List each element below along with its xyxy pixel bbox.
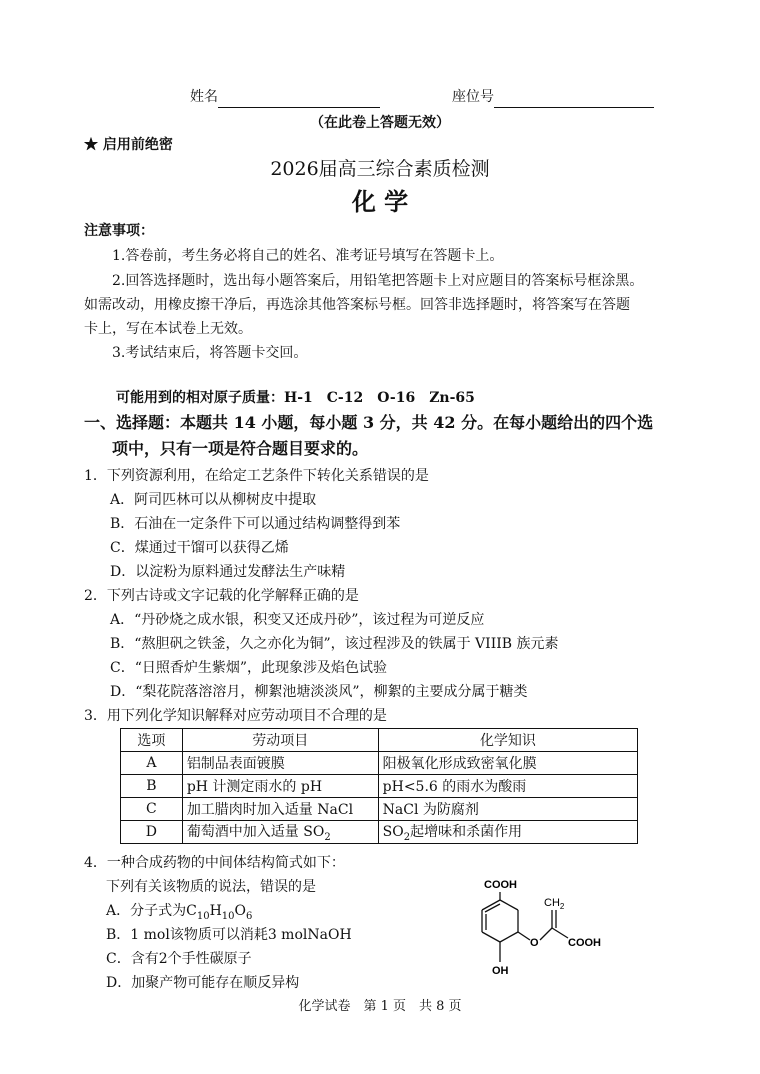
name-field <box>190 86 380 108</box>
subscript: 2 <box>403 831 411 843</box>
instruction-3: 3.考试结束后，将答题卡交回。 <box>112 345 308 361</box>
cell-text: SO <box>382 824 404 841</box>
q4-sub-stem: 下列有关该物质的说法，错误的是 <box>106 879 316 895</box>
header-knowledge: 化学知识 <box>378 729 637 752</box>
seat-blank <box>494 91 654 108</box>
ch-text: CH <box>544 897 560 909</box>
q1-option-b: B．石油在一定条件下可以通过结构调整得到苯 <box>110 516 401 532</box>
table-cell: NaCl 为防腐剂 <box>378 798 637 821</box>
header-option: 选项 <box>121 729 183 752</box>
molecular-structure <box>440 872 620 992</box>
o-label: O <box>530 937 539 949</box>
table-cell: D <box>121 821 183 844</box>
table-cell: pH<5.6 的雨水为酸雨 <box>378 775 637 798</box>
table-cell: A <box>121 752 183 775</box>
section-1-heading: 一、选择题：本题共 14 小题，每小题 3 分，共 42 分。在每小题给出的四个选 <box>84 413 654 432</box>
ch2-label <box>544 897 565 911</box>
name-label: 姓名 <box>190 89 218 105</box>
q1-option-a: A．阿司匹林可以从柳树皮中提取 <box>110 492 317 508</box>
instructions-title: 注意事项： <box>84 223 154 239</box>
exam-title: 2026届高三综合素质检测 <box>270 158 490 180</box>
table-cell: 铝制品表面镀膜 <box>182 752 378 775</box>
table-row <box>121 775 638 798</box>
text: A．分子式为C <box>106 903 197 919</box>
q1-option-d: D．以淀粉为原料通过发酵法生产味精 <box>110 564 346 580</box>
q4-option-b: B．1 mol该物质可以消耗3 molNaOH <box>106 927 352 943</box>
q3-stem: 3．用下列化学知识解释对应劳动项目不合理的是 <box>84 708 387 724</box>
subject-title: 化 学 <box>351 187 409 216</box>
table-cell: B <box>121 775 183 798</box>
cooh-top-label: COOH <box>484 879 517 891</box>
header-labor: 劳动项目 <box>182 729 378 752</box>
page-footer: 化学试卷 第 1 页 共 8 页 <box>298 999 462 1014</box>
q3-table <box>120 728 638 844</box>
instruction-2: 2.回答选择题时，选出每小题答案后，用铅笔把答题卡上对应题目的答案标号框涂黑。 <box>112 273 644 289</box>
table-cell: 加工腊肉时加入适量 NaCl <box>182 798 378 821</box>
q2-option-b: B．“熬胆矾之铁釜，久之亦化为铜”，该过程涉及的铁属于 VIIIB 族元素 <box>110 636 559 652</box>
table-cell: pH 计测定雨水的 pH <box>182 775 378 798</box>
cooh-right-label: COOH <box>568 937 601 949</box>
cell-text: 起增味和杀菌作用 <box>410 824 523 841</box>
text: H <box>209 903 222 919</box>
instruction-2-cont: 如需改动，用橡皮擦干净后，再选涂其他答案标号框。回答非选择题时，将答案写在答题 <box>84 297 630 313</box>
subscript: 10 <box>221 910 235 922</box>
table-cell: 阳极氧化形成致密氧化膜 <box>378 752 637 775</box>
invalid-notice: （在此卷上答题无效） <box>310 115 450 131</box>
oh-label: OH <box>492 965 509 977</box>
q2-option-d: D．“梨花院落溶溶月，柳絮池塘淡淡风”，柳絮的主要成分属于糖类 <box>110 684 528 700</box>
table-row <box>121 752 638 775</box>
secret-mark: ★ 启用前绝密 <box>84 137 173 153</box>
subscript: 6 <box>246 910 253 922</box>
seat-field <box>452 86 654 108</box>
instruction-2-end: 卡上，写在本试卷上无效。 <box>84 321 252 337</box>
q4-option-c: C．含有2个手性碳原子 <box>106 951 252 967</box>
table-cell: C <box>121 798 183 821</box>
q4-option-d: D．加聚产物可能存在顺反异构 <box>106 975 300 991</box>
cell-text: 葡萄酒中加入适量 SO <box>186 824 325 841</box>
q4-stem: 4．一种合成药物的中间体结构简式如下： <box>84 855 345 871</box>
subscript: 2 <box>324 831 331 843</box>
section-1-heading-cont: 项中，只有一项是符合题目要求的。 <box>112 439 369 458</box>
name-blank <box>218 91 380 108</box>
table-cell <box>378 821 637 844</box>
atomic-masses: 可能用到的相对原子质量：H-1 C-12 O-16 Zn-65 <box>116 390 475 406</box>
q2-stem: 2．下列古诗或文字记载的化学解释正确的是 <box>84 588 359 604</box>
table-row <box>121 798 638 821</box>
text: O <box>234 903 246 919</box>
table-cell <box>182 821 378 844</box>
instruction-1: 1.答卷前，考生务必将自己的姓名、准考证号填写在答题卡上。 <box>112 248 504 264</box>
subscript: 10 <box>196 910 210 922</box>
q2-option-a: A．“丹砂烧之成水银，积变又还成丹砂”，该过程为可逆反应 <box>110 612 485 628</box>
q2-option-c: C．“日照香炉生紫烟”，此现象涉及焰色试验 <box>110 660 388 676</box>
q1-option-c: C．煤通过干馏可以获得乙烯 <box>110 540 289 556</box>
q1-stem: 1．下列资源利用，在给定工艺条件下转化关系错误的是 <box>84 468 429 484</box>
seat-label: 座位号 <box>452 89 494 105</box>
table-row <box>121 821 638 844</box>
ch2-subscript: 2 <box>559 902 565 911</box>
table-header-row <box>121 729 638 752</box>
